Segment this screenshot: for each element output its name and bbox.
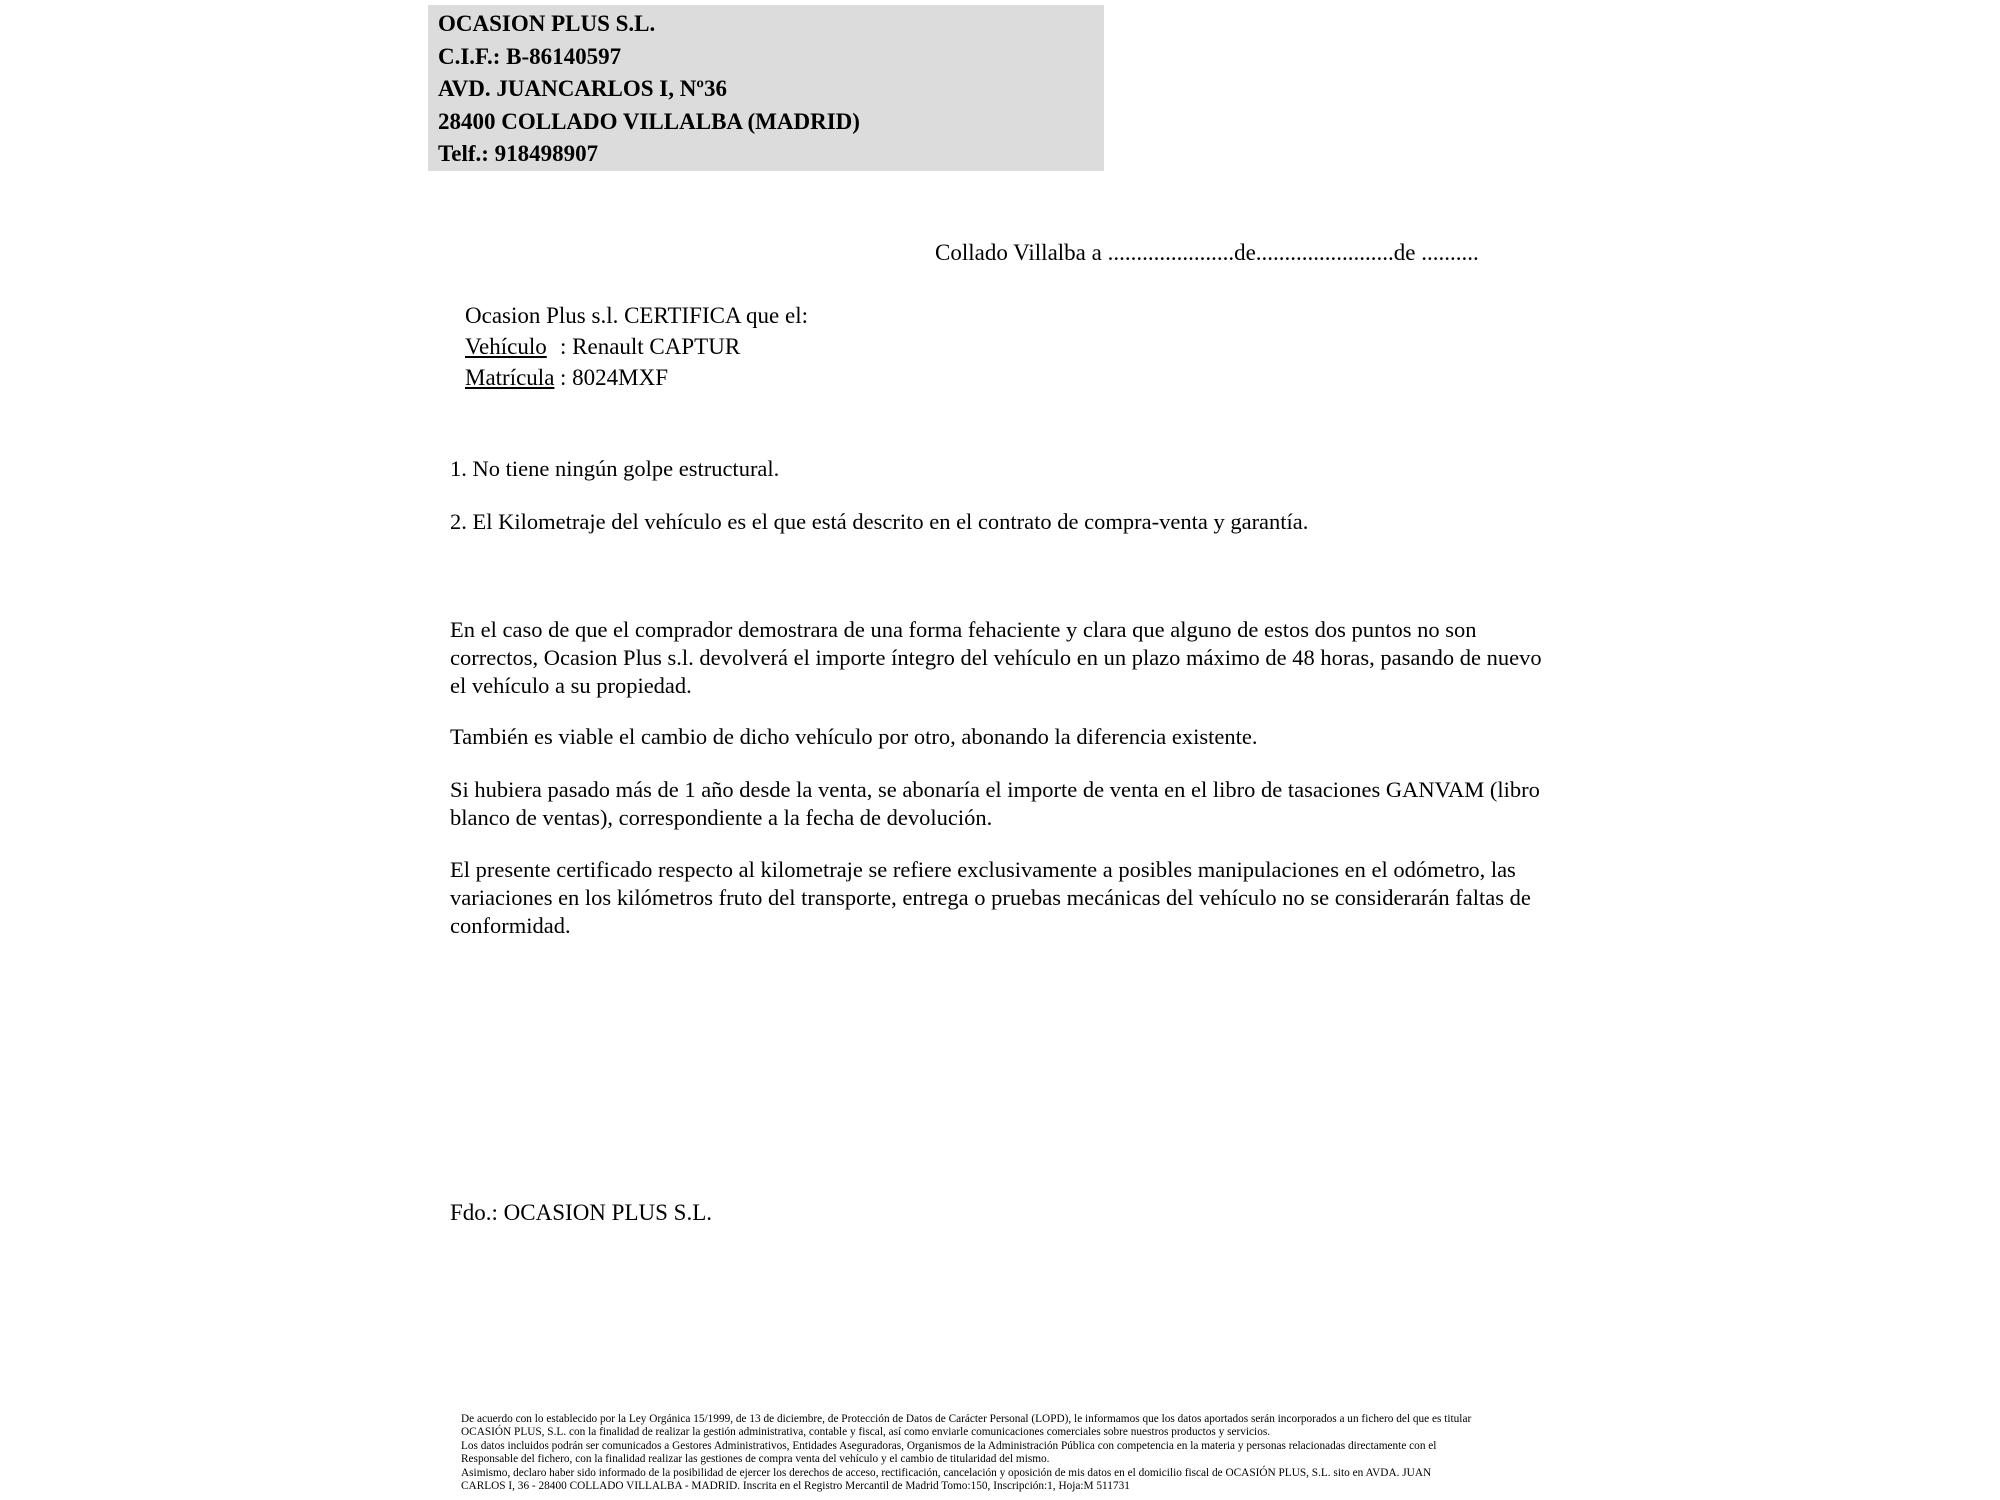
certification-block <box>465 300 808 393</box>
plate-row <box>465 362 808 393</box>
company-cif: C.I.F.: B-86140597 <box>438 43 622 69</box>
paragraph-odometer: El presente certificado respecto al kilometraje se refiere exclusivamente a posibles manipulaciones en el odómetro, las variaciones en los kilómetros fruto del transporte, entrega o pruebas mecánicas del vehículo no se considerarán faltas de conformidad. <box>450 857 1531 938</box>
legal-footer <box>461 1413 1571 1493</box>
company-name: OCASION PLUS S.L. <box>438 11 656 36</box>
plate-value: : 8024MXF <box>560 365 668 390</box>
certification-intro: Ocasion Plus s.l. CERTIFICA que el: <box>465 303 808 328</box>
legal-line-3: Los datos incluidos podrán ser comunicados a Gestores Administrativos, Entidades Aseguradoras, Organismos de la Administración Pública con competencia en la materia y personas relacionadas directamente con el <box>461 1439 1437 1452</box>
vehicle-label: Vehículo <box>465 334 547 359</box>
paragraph-refund: En el caso de que el comprador demostrara de una forma fehaciente y clara que alguno de estos dos puntos no son correctos, Ocasion Plus s.l. devolverá el importe íntegro del vehículo en un plazo máximo de 48 horas, pasando de nuevo el vehículo a su propiedad. <box>450 617 1542 698</box>
company-city: 28400 COLLADO VILLALBA (MADRID) <box>438 108 860 134</box>
legal-line-4: Responsable del fichero, con la finalidad realizar las gestiones de compra venta del vehículo y el cambio de titularidad del mismo. <box>461 1453 1050 1466</box>
date-line: Collado Villalba a ......................de........................de .......... <box>935 240 1479 265</box>
plate-label: Matrícula <box>465 365 555 390</box>
signature-line: Fdo.: OCASION PLUS S.L. <box>450 1200 712 1225</box>
company-address: AVD. JUANCARLOS I, Nº36 <box>438 76 727 101</box>
legal-line-6: CARLOS I, 36 - 28400 COLLADO VILLALBA - MADRID. Inscrita en el Registro Mercantil de Madrid Tomo:150, Inscripción:1, Hoja:M 511731 <box>461 1480 1130 1493</box>
company-header-box <box>428 5 1104 171</box>
company-phone: Telf.: 918498907 <box>438 141 599 166</box>
paragraph-exchange: También es viable el cambio de dicho vehículo por otro, abonando la diferencia existente. <box>450 724 1258 749</box>
legal-line-1: De acuerdo con lo establecido por la Ley Orgánica 15/1999, de 13 de diciembre, de Protección de Datos de Carácter Personal (LOPD), le informamos que los datos aportados serán incorporados a un fichero del que es titular <box>461 1413 1472 1425</box>
legal-line-5: Asimismo, declaro haber sido informado de la posibilidad de ejercer los derechos de acceso, rectificación, cancelación y oposición de mis datos en el domicilio fiscal de OCASIÓN PLUS, S.L. sito en AVDA. JUAN <box>461 1466 1432 1479</box>
paragraph-ganvam: Si hubiera pasado más de 1 año desde la venta, se abonaría el importe de venta en el libro de tasaciones GANVAM (libro blanco de ventas), correspondiente a la fecha de devolución. <box>450 777 1540 830</box>
statement-1: 1. No tiene ningún golpe estructural. <box>450 456 780 481</box>
statement-2: 2. El Kilometraje del vehículo es el que está descrito en el contrato de compra-venta y garantía. <box>450 509 1309 534</box>
vehicle-row <box>465 331 808 362</box>
vehicle-value: : Renault CAPTUR <box>560 334 741 359</box>
legal-line-2: OCASIÓN PLUS, S.L. con la finalidad de realizar la gestión administrativa, contable y fiscal, así como enviarle comunicaciones comerciales sobre nuestros productos y servicios. <box>461 1426 1271 1439</box>
